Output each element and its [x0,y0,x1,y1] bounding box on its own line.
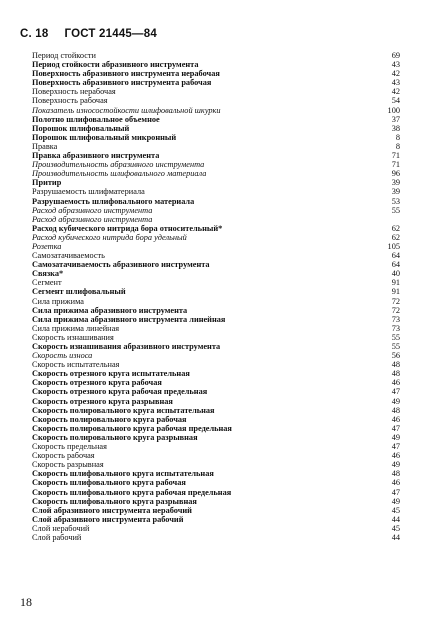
index-entry [32,497,400,506]
index-term: Скорость полировального круга рабочая предельная [32,423,232,433]
index-page-ref: 62 [391,223,400,233]
index-term: Разрушаемость шлифматериала [32,187,145,197]
index-term: Скорость износа [32,351,93,361]
index-term: Период стойкости [32,51,96,60]
index-term: Слой нерабочий [32,523,90,533]
index-page-ref: 46 [391,451,400,461]
index-term: Скорость полировального круга испытательная [32,405,215,415]
index-page-ref: 91 [391,278,400,288]
index-page-ref: 69 [391,51,400,60]
index-page-ref: 49 [391,396,400,406]
index-term: Сила прижима абразивного инструмента [32,305,188,315]
index-entry [32,415,400,424]
index-entry [32,524,400,533]
index-entry [32,297,400,306]
index-page-ref: 45 [391,523,400,533]
index-term: Правка абразивного инструмента [32,151,160,161]
index-entry [32,469,400,478]
index-term: Скорость отрезного круга испытательная [32,369,190,379]
index-term: Сила прижима абразивного инструмента линейная [32,314,226,324]
index-page-ref: 39 [391,178,400,188]
header-standard: ГОСТ 21445—84 [64,28,157,40]
index-entry [32,133,400,142]
index-page-ref: 48 [391,469,400,479]
page-number: 18 [20,595,32,609]
index-term: Поверхность абразивного инструмента рабочая [32,78,212,88]
index-term: Расход абразивного инструмента [32,214,153,224]
index-page-ref: 62 [391,232,400,242]
index-entry [32,215,400,224]
index-entry [32,351,400,360]
index-entry [32,406,400,415]
index-entry [32,324,400,333]
index-entry [32,115,400,124]
index-page-ref: 46 [391,414,400,424]
index-entry [32,51,400,60]
index-page-ref: 55 [391,332,400,342]
index-entry [32,397,400,406]
index-page-ref: 43 [391,78,400,88]
index-page-ref: 55 [391,205,400,215]
index-term: Розетка [32,241,62,251]
index-term: Расход абразивного инструмента [32,205,153,215]
index-term: Скорость разрывная [32,460,104,470]
index-page-ref: 42 [391,87,400,97]
index-entry [32,333,400,342]
index-page-ref: 42 [391,69,400,79]
index-term: Скорость испытательная [32,360,120,370]
index-term: Скорость отрезного круга рабочая [32,378,162,388]
index-entry [32,342,400,351]
index-term: Показатель износостойкости шлифовальной шкурки [32,105,221,115]
index-page-ref: 40 [391,269,400,279]
index-entry [32,260,400,269]
index-page-ref: 72 [391,305,400,315]
index-entry [32,424,400,433]
index-term: Скорость изнашивания абразивного инструмента [32,342,221,351]
index-term: Сегмент [32,278,62,288]
header-page-ref: С. 18 [20,28,49,40]
index-entry [32,178,400,187]
index-entry [32,360,400,369]
index-term: Период стойкости абразивного инструмента [32,60,199,70]
index-term: Связка* [32,269,64,279]
index-page-ref: 48 [391,369,400,379]
index-entry [32,96,400,105]
index-entry [32,488,400,497]
index-term: Расход кубического нитрида бора удельный [32,232,187,242]
index-term: Порошок шлифовальный [32,123,130,133]
index-entry [32,160,400,169]
index-term: Сила прижима [32,296,84,306]
index-page-ref: 48 [391,360,400,370]
index-page-ref: 56 [391,351,400,361]
index-entry [32,78,400,87]
index-entry [32,533,400,542]
index-term: Слой рабочий [32,532,82,542]
index-entry [32,106,400,115]
index-term: Производительность абразивного инструмента [32,160,205,170]
index-page-ref: 64 [391,251,400,261]
index-term: Поверхность нерабочая [32,87,116,97]
index-page-ref: 37 [391,114,400,124]
index-term: Скорость полировального круга разрывная [32,432,198,442]
index-term: Производительность шлифовального материала [32,169,207,179]
index-page-ref: 49 [391,432,400,442]
index-page-ref: 8 [395,132,400,142]
index-entry [32,369,400,378]
index-page-ref: 100 [387,105,400,115]
term-index [32,51,400,542]
index-page-ref: 47 [391,387,400,397]
index-term: Расход кубического нитрида бора относительный* [32,223,223,233]
index-term: Скорость шлифовального круга разрывная [32,496,197,506]
index-page-ref: 71 [391,151,400,161]
index-term: Разрушаемость шлифовального материала [32,196,195,206]
index-page-ref: 44 [391,514,400,524]
index-entry [32,242,400,251]
index-entry [32,315,400,324]
index-entry [32,233,400,242]
index-page-ref: 48 [391,405,400,415]
index-entry [32,278,400,287]
index-page-ref: 105 [387,241,400,251]
index-term: Сила прижима линейная [32,323,120,333]
index-term: Самозатачиваемость абразивного инструмента [32,260,210,270]
index-term: Поверхность рабочая [32,96,108,106]
index-term: Полотно шлифовальное объемное [32,114,160,124]
index-entry [32,187,400,196]
index-page-ref: 46 [391,478,400,488]
index-term: Скорость предельная [32,442,107,452]
index-page-ref: 71 [391,160,400,170]
index-entry [32,478,400,487]
index-entry [32,251,400,260]
index-page-ref: 47 [391,423,400,433]
index-entry [32,151,400,160]
index-entry [32,269,400,278]
index-term: Скорость рабочая [32,451,95,461]
index-entry [32,287,400,296]
index-entry [32,387,400,396]
index-term: Скорость отрезного круга рабочая предельная [32,387,208,397]
index-page-ref: 72 [391,296,400,306]
index-page-ref: 47 [391,442,400,452]
index-page-ref: 46 [391,378,400,388]
index-entry [32,69,400,78]
index-page-ref: 49 [391,460,400,470]
index-term: Правка [32,141,58,151]
index-page-ref: 44 [391,532,400,542]
index-page-ref: 43 [391,60,400,70]
index-entry [32,378,400,387]
index-entry [32,60,400,69]
index-page-ref: 49 [391,496,400,506]
index-page-ref: 38 [391,123,400,133]
index-term: Слой абразивного инструмента рабочий [32,514,184,524]
index-entry [32,506,400,515]
index-page-ref: 54 [391,96,400,106]
index-entry [32,460,400,469]
index-term: Слой абразивного инструмента нерабочий [32,505,192,515]
index-page-ref: 53 [391,196,400,206]
index-entry [32,451,400,460]
index-entry [32,224,400,233]
index-term: Скорость отрезного круга разрывная [32,396,173,406]
index-term: Скорость шлифовального круга испытательная [32,469,214,479]
index-entry [32,515,400,524]
index-page-ref: 8 [395,141,400,151]
index-entry [32,306,400,315]
index-entry [32,87,400,96]
index-page-ref: 96 [391,169,400,179]
index-page-ref: 73 [391,314,400,324]
index-page-ref: 64 [391,260,400,270]
index-term: Сегмент шлифовальный [32,287,126,297]
index-entry [32,206,400,215]
index-page-ref: 39 [391,187,400,197]
index-entry [32,169,400,178]
index-entry [32,433,400,442]
index-term: Поверхность абразивного инструмента нерабочая [32,69,220,79]
index-entry [32,442,400,451]
index-page-ref: 47 [391,487,400,497]
index-term: Порошок шлифовальный микронный [32,132,177,142]
page-header [20,28,157,40]
index-term: Скорость полировального круга рабочая [32,414,187,424]
index-entry [32,124,400,133]
index-page-ref: 73 [391,323,400,333]
index-term: Притир [32,178,62,188]
index-entry [32,197,400,206]
index-page-ref: 91 [391,287,400,297]
index-page-ref: 45 [391,505,400,515]
index-term: Скорость шлифовального круга рабочая [32,478,186,488]
index-entry [32,142,400,151]
index-page-ref: 55 [391,342,400,351]
index-term: Скорость шлифовального круга рабочая предельная [32,487,232,497]
index-term: Скорость изнашивания [32,332,114,342]
index-term: Самозатачиваемость [32,251,105,261]
